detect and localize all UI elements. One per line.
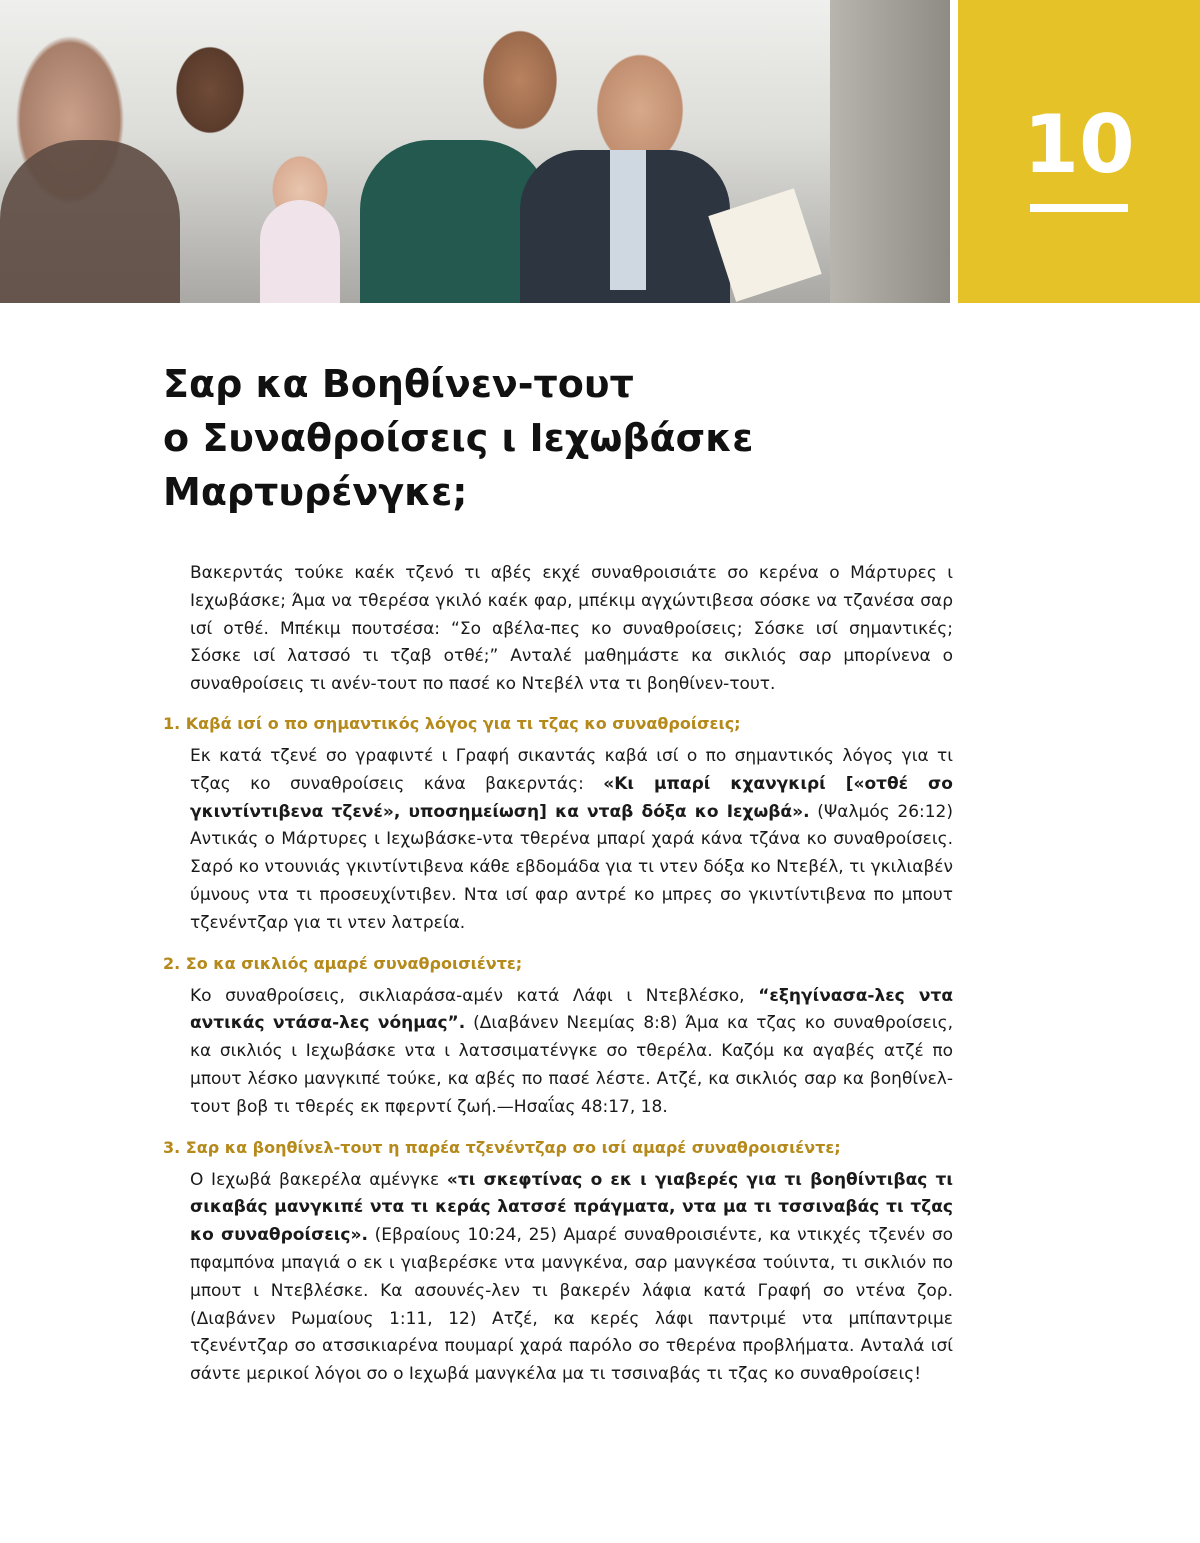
section-2: [163, 953, 953, 1122]
bold-quote: “εξηγίνασα-λες ντα αντικάς ντάσα-λες νόημας”.: [190, 985, 953, 1034]
chapter-underline: [1030, 204, 1128, 212]
section-paragraph: [163, 1167, 953, 1389]
text-run: Κο συναθροίσεις, σικλιαράσα-αμέν κατά Λάφι ι Ντεβλέσκο,: [190, 985, 759, 1006]
photo-figure: [610, 150, 646, 290]
title-line: Σαρ κα Βοηθίνεν-τουτ: [163, 362, 634, 406]
section-paragraph: [163, 983, 953, 1122]
header-photo: [0, 0, 950, 303]
section-paragraph: [163, 743, 953, 938]
intro-paragraph: Βακερντάς τούκε καέκ τζενό τι αβές εκχέ συναθροισιάτε σο κερένα ο Μάρτυρες ι Ιεχωβάσκε; Άμα να τθερέσα γκιλό καέκ φαρ, μπέκιμ αγχώντιβεσα σόσκε να τζανέσα σαρ ισί οτθέ. Μπέκιμ πουτσέσα: “Σο αβέλα-πες κο συναθροίσεις; Σόσκε ισί σημαντικές; Σόσκε ισί λατσσό τι τζαβ οτθέ;” Ανταλέ μαθημάστε κα σικλιός σαρ μπορίνενα ο συναθροίσεις τι ανέν-τουτ πο πασέ κο Ντεβέλ ντα τι βοηθίνεν-τουτ.: [190, 563, 953, 695]
bold-quote: «τι σκεφτίνας ο εκ ι γιαβερές για τι βοηθίντιβας τι σικαβάς μανγκιπέ ντα τι κεράς λατσσέ πράγματα, ντα μα τι τσσιναβάς τι τζας κο συναθροίσεις».: [190, 1169, 953, 1246]
chapter-tab: [958, 0, 1200, 303]
title-line: ο Συναθροίσεις ι Ιεχωβάσκε: [163, 416, 754, 460]
article-body: [163, 560, 953, 1404]
section-heading: 1. Καβά ισί ο πο σημαντικός λόγος για τι τζας κο συναθροίσεις;: [163, 713, 741, 733]
text-run: Εκ κατά τζενέ σο γραφιντέ ι Γραφή σικαντάς καβά ισί ο πο σημαντικός λόγος για τι τζας κο συναθροίσεις κάνα βακερντάς:: [190, 745, 953, 794]
text-run: (Ψαλμός 26:12) Αντικάς ο Μάρτυρες ι Ιεχωβάσκε-ντα τθερένα μπαρί χαρά κάνα τζάνα κο συναθροίσεις. Σαρό κο ντουνιάς γκιντίντιβενα κάθε εβδομάδα για τι ντεν δόξα κο Ντεβέλ, τι γκιλιαβέν ύμνους ντα τι προσευχίντιβεν. Ντα ισί φαρ αντρέ κο μπρες σο γκιντίντιβενα πο μπουτ τζενέντζαρ για τι ντεν λατρεία.: [190, 801, 954, 933]
section-heading: 2. Σο κα σικλιός αμαρέ συναθροισιέντε;: [163, 953, 523, 973]
section-3: [163, 1137, 953, 1389]
title-line: Μαρτυρένγκε;: [163, 470, 468, 514]
page-title: [163, 357, 963, 519]
photo-figure: [260, 200, 340, 303]
chapter-number: 10: [1023, 98, 1135, 191]
bold-quote: «Κι μπαρί κχανγκιρί [«οτθέ σο γκιντίντιβενα τζενέ», υποσημείωση] κα νταβ δόξα κο Ιεχωβά».: [190, 773, 953, 822]
section-1: [163, 713, 953, 938]
photo-figure: [0, 140, 180, 303]
text-run: Ο Ιεχωβά βακερέλα αμένγκε: [190, 1169, 447, 1190]
text-run: (Εβραίους 10:24, 25) Αμαρέ συναθροισιέντε, κα ντικχές τζενέν σο πφαμπόνα μπαγιά ο εκ ι γιαβερέσκε ντα μανγκένα, σαρ μανγκέσα τούιντα, τι σικλιόν πο μπουτ ι Ντεβλέσκε. Κα ασουνές-λεν τι βακερέν λάφια κατά Γραφή σο ντένα ζορ. (Διαβάνεν Ρωμαίους 1:11, 12) Ατζέ, κα κερές λάφι παντριμέ ντα μπίπαντριμε τζενέντζαρ σο ατσσικιαρένα πουμαρί χαρά παρόλο σο τθερένα προβλήματα. Ανταλά ισί σάντε μερικοί λόγοι σο ο Ιεχωβά μανγκέλα μα τι τσσιναβάς τι τζας κο συναθροίσεις!: [190, 1225, 953, 1385]
section-heading: 3. Σαρ κα βοηθίνελ-τουτ η παρέα τζενέντζαρ σο ισί αμαρέ συναθροισιέντε;: [163, 1137, 841, 1157]
photo-figure: [830, 0, 950, 303]
text-run: (Διαβάνεν Νεεμίας 8:8) Άμα κα τζας κο συναθροίσεις, κα σικλιός ι Ιεχωβάσκε ντα ι λατσσιματένγκε σο τθερέλα. Καζόμ κα αγαβές ατζέ πο μπουτ λέσκο μανγκιπέ τούκε, κα αβές πο πασέ λέστε. Ατζέ, κα σικλιός σαρ κα βοηθίνελ-τουτ βοβ τι τθερές εκ πφερντί ζωή.—Ησαΐας 48:17, 18.: [190, 1013, 953, 1117]
